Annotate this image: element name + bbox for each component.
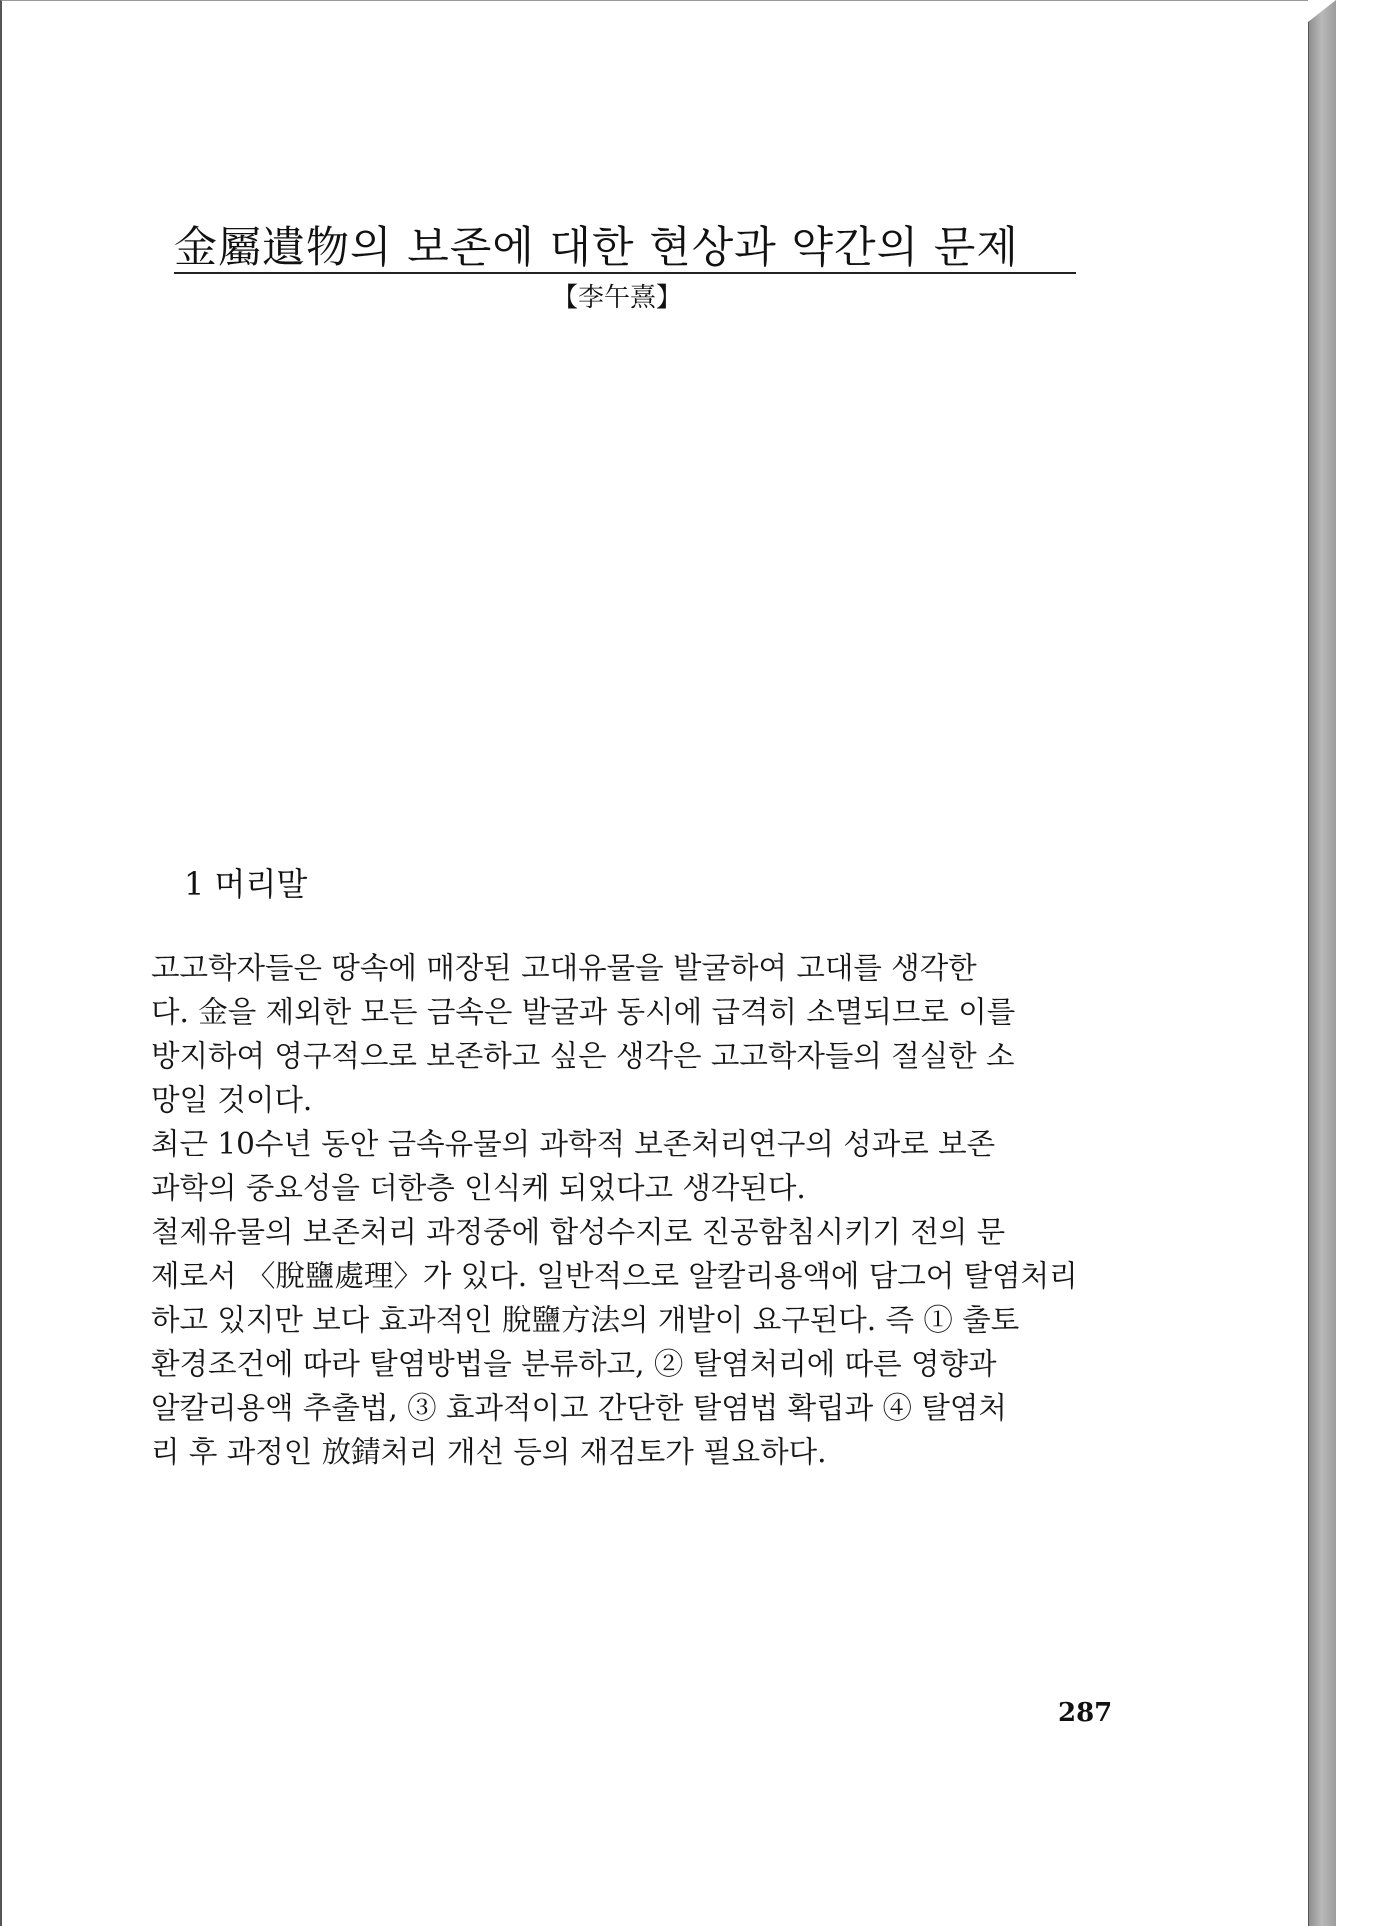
body-text (151, 946, 1101, 1474)
page-edge-corner (1308, 0, 1336, 22)
right-margin (1336, 0, 1399, 1926)
text-line: 방지하여 영구적으로 보존하고 싶은 생각은 고고학자들의 절실한 소 (151, 1039, 1015, 1073)
text-line: 하고 있지만 보다 효과적인 脫鹽方法의 개발이 요구된다. 즉 ① 출토 (151, 1303, 1020, 1337)
text-line: 다. 金을 제외한 모든 금속은 발굴과 동시에 급격히 소멸되므로 이를 (151, 995, 1016, 1029)
author-name: 【李午熹】 (552, 283, 683, 313)
section-heading: 1 머리말 (184, 865, 308, 903)
page-number: 287 (1058, 1698, 1113, 1728)
text-line: 망일 것이다. (151, 1083, 313, 1117)
title-underline (174, 272, 1076, 274)
page-edge (1308, 0, 1337, 1926)
text-line: 철제유물의 보존처리 과정중에 합성수지로 진공함침시키기 전의 문 (151, 1215, 1006, 1249)
text-line: 제로서 〈脫鹽處理〉가 있다. 일반적으로 알칼리용액에 담그어 탈염처리 (151, 1259, 1078, 1293)
article-title: 金屬遺物의 보존에 대한 현상과 약간의 문제 (174, 223, 1019, 273)
text-line: 최근 10수년 동안 금속유물의 과학적 보존처리연구의 성과로 보존 (151, 1127, 996, 1161)
text-line: 리 후 과정인 放錆처리 개선 등의 재검토가 필요하다. (151, 1435, 827, 1469)
text-line: 환경조건에 따라 탈염방법을 분류하고, ② 탈염처리에 따른 영향과 (151, 1347, 997, 1381)
text-line: 고고학자들은 땅속에 매장된 고대유물을 발굴하여 고대를 생각한 (151, 951, 977, 985)
text-line: 과학의 중요성을 더한층 인식케 되었다고 생각된다. (151, 1171, 806, 1205)
text-line: 알칼리용액 추출법, ③ 효과적이고 간단한 탈염법 확립과 ④ 탈염처 (151, 1391, 1007, 1425)
